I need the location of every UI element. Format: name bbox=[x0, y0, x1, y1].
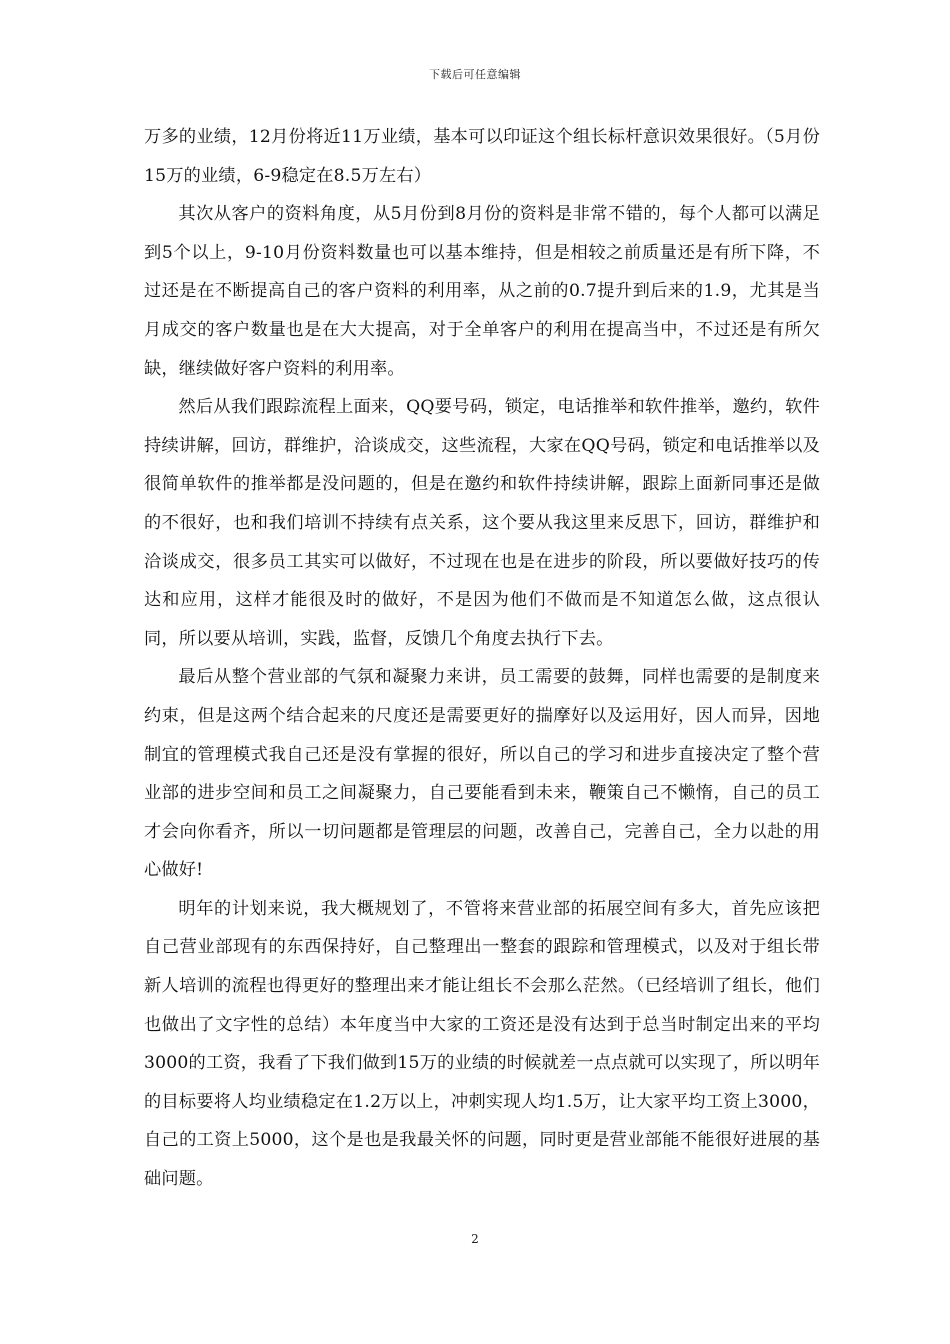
paragraph-1: 万多的业绩，12月份将近11万业绩，基本可以印证这个组长标杆意识效果很好。（5月份15万的业绩，6-9稳定在8.5万左右） bbox=[144, 127, 820, 186]
paragraph-4: 最后从整个营业部的气氛和凝聚力来讲，员工需要的鼓舞，同样也需要的是制度来约束，但是这两个结合起来的尺度还是需要更好的揣摩好以及运用好，因人而异，因地制宜的管理模式我自己还是没有掌握的很好，所以自己的学习和进步直接决定了整个营业部的进步空间和员工之间凝聚力，自己要能看到未来，鞭策自己不懒惰，自己的员工才会向你看齐，所以一切问题都是管理层的问题，改善自己，完善自己，全力以赴的用心做好! bbox=[144, 667, 820, 881]
page-number: 2 bbox=[471, 1232, 479, 1246]
page-header: 下载后可任意编辑 bbox=[429, 68, 521, 81]
paragraph-2: 其次从客户的资料角度，从5月份到8月份的资料是非常不错的，每个人都可以满足到5个以上，9-10月份资料数量也可以基本维持，但是相较之前质量还是有所下降，不过还是在不断提高自己的客户资料的利用率，从之前的0.7提升到后来的1.9，尤其是当月成交的客户数量也是在大大提高，对于全单客户的利用在提高当中，不过还是有所欠缺，继续做好客户资料的利用率。 bbox=[144, 204, 820, 379]
document-body bbox=[144, 118, 820, 1199]
paragraph-5: 明年的计划来说，我大概规划了，不管将来营业部的拓展空间有多大，首先应该把自己营业部现有的东西保持好，自己整理出一整套的跟踪和管理模式，以及对于组长带新人培训的流程也得更好的整理出来才能让组长不会那么茫然。（已经培训了组长，他们也做出了文字性的总结）本年度当中大家的工资还是没有达到于总当时制定出来的平均3000的工资，我看了下我们做到15万的业绩的时候就差一点点就可以实现了，所以明年的目标要将人均业绩稳定在1.2万以上，冲刺实现人均1.5万，让大家平均工资上3000，自己的工资上5000，这个是也是我最关怀的问题，同时更是营业部能不能很好进展的基础问题。 bbox=[144, 898, 820, 1190]
paragraph-3: 然后从我们跟踪流程上面来，QQ要号码，锁定，电话推举和软件推举，邀约，软件持续讲解，回访，群维护，洽谈成交，这些流程，大家在QQ号码，锁定和电话推举以及很简单软件的推举都是没问题的，但是在邀约和软件持续讲解，跟踪上面新同事还是做的不很好，也和我们培训不持续有点关系，这个要从我这里来反思下，回访，群维护和洽谈成交，很多员工其实可以做好，不过现在也是在进步的阶段，所以要做好技巧的传达和应用，这样才能很及时的做好，不是因为他们不做而是不知道怎么做，这点很认同，所以要从培训，实践，监督，反馈几个角度去执行下去。 bbox=[144, 397, 820, 649]
